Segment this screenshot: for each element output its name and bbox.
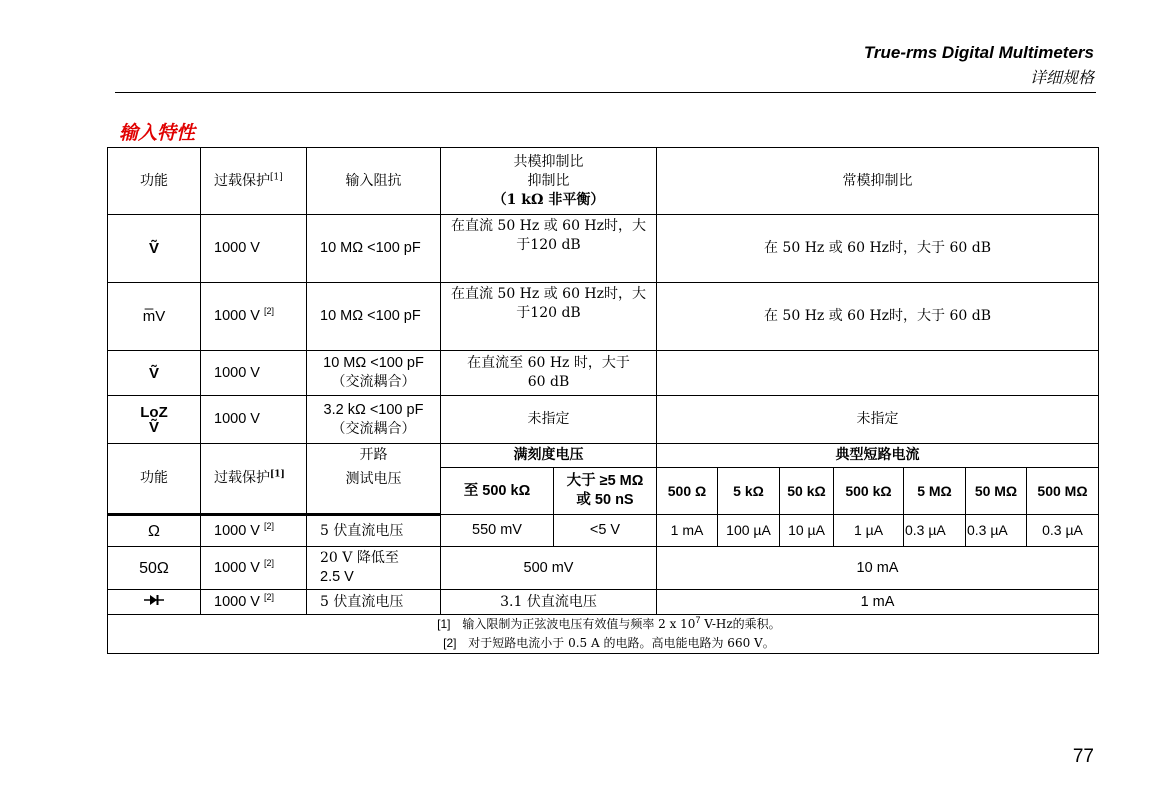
header-nmrr: 常模抑制比 [657,148,1099,215]
footnote-text: 输入限制为正弦波电压有效值与频率 2 x 10 [462,617,696,631]
header-range: 50 MΩ [966,468,1027,515]
table-row [108,351,1099,396]
table-row [108,515,1099,547]
overload-cell [201,547,307,590]
current-cell: 10 µA [780,515,834,547]
ohm-symbol: Ω [108,515,201,547]
open-voltage-cell [307,547,441,590]
header-above-5m-line2: 或 50 nS [576,492,634,508]
footnote-text-after: V-Hz的乘积。 [700,617,781,631]
header-overload-ref: [1] [270,469,285,480]
impedance-cell: 10 MΩ <100 pF [307,283,441,351]
open-voltage-cell: 5 伏直流电压 [307,590,441,615]
header-above-5m [554,468,657,515]
overload-cell [201,515,307,547]
cmrr-line2: 于120 dB [516,305,581,321]
overload-value: 1000 V [214,593,260,610]
header-cmrr-line1: 共模抑制比 [513,153,584,170]
table2-header-row [108,444,1099,468]
header-range: 500 MΩ [1027,468,1099,515]
doc-title: True-rms Digital Multimeters [863,43,1094,62]
diode-icon [108,590,201,615]
header-function: 功能 [108,148,201,215]
doc-subtitle: 详细规格 [1029,68,1094,87]
above-5m-cell: <5 V [554,515,657,547]
header-overload-label: 过载保护 [214,172,270,189]
cmrr-cell [441,215,657,283]
nmrr-cell: 在 50 Hz 或 60 Hz时，大于 60 dB [657,215,1099,283]
table-row [108,396,1099,444]
diode-symbol [144,594,164,606]
nmrr-cell [657,351,1099,396]
impedance-value: 3.2 kΩ <100 pF [323,401,424,418]
ac-volts-symbol: Ṽ [148,418,159,436]
cmrr-line2: 60 dB [527,374,570,390]
header-range: 500 Ω [657,468,718,515]
cmrr-line2: 于120 dB [516,237,581,253]
current-cell: 100 µA [718,515,780,547]
open-voltage-cell: 5 伏直流电压 [307,515,441,547]
ac-volts-symbol: Ṽ [108,351,201,396]
table-row [108,283,1099,351]
overload-ref: [2] [264,591,275,602]
input-characteristics-table [107,147,1099,654]
footnotes-row [108,615,1099,654]
overload-cell: 1000 V [201,351,307,396]
header-function: 功能 [108,444,201,515]
header-to-500k: 至 500 kΩ [441,468,554,515]
header-open-voltage [307,444,441,515]
header-overload [201,444,307,515]
fifty-ohm-symbol: 50Ω [108,547,201,590]
header-open-line2: 测试电压 [345,471,402,487]
full-scale-cell: 500 mV [441,547,657,590]
section-title: 输入特性 [119,122,196,144]
header-overload-label: 过载保护 [214,470,270,486]
cmrr-line1: 在直流 50 Hz 或 60 Hz时，大 [450,286,647,302]
impedance-cell [307,396,441,444]
header-overload-ref: [1] [270,171,283,182]
cmrr-cell [441,351,657,396]
table-row [108,547,1099,590]
overload-value: 1000 V [214,559,260,576]
header-range: 5 kΩ [718,468,780,515]
impedance-note: （交流耦合） [331,374,416,390]
overload-cell: 1000 V [201,396,307,444]
dc-millivolts-symbol: m̅V [108,283,201,351]
to-500k-cell: 550 mV [441,515,554,547]
current-cell: 0.3 µA [904,515,966,547]
loz-label: LoZ [140,403,168,421]
nmrr-cell: 未指定 [657,396,1099,444]
impedance-note: （交流耦合） [331,420,416,437]
header-range: 50 kΩ [780,468,834,515]
cmrr-line1: 在直流至 60 Hz 时，大于 [467,355,630,371]
overload-value: 1000 V [214,308,260,324]
current-cell: 10 mA [657,547,1099,590]
impedance-cell: 10 MΩ <100 pF [307,215,441,283]
header-range: 500 kΩ [834,468,904,515]
page-number: 77 [1072,746,1094,767]
overload-cell [201,590,307,615]
footnote-number: [1] [437,617,451,631]
impedance-value: 10 MΩ <100 pF [323,355,424,371]
header-cmrr-line2: 抑制比 [527,172,570,189]
overload-value: 1000 V [214,522,260,539]
overload-cell [201,215,307,283]
table-row [108,590,1099,615]
cmrr-cell [441,283,657,351]
overload-cell [201,283,307,351]
header-overload [201,148,307,215]
header-impedance: 输入阻抗 [307,148,441,215]
overload-ref: [2] [264,306,275,317]
header-open-line1: 开路 [359,447,388,463]
footnote [111,634,1095,653]
footnote-exponent: 7 [695,615,701,625]
header-short-current: 典型短路电流 [657,444,1099,468]
full-scale-cell: 3.1 伏直流电压 [441,590,657,615]
footnotes [108,615,1099,654]
footnote [111,615,1095,634]
footnote-text: 对于短路电流小于 0.5 A 的电路。高电能电路为 660 V。 [468,636,775,650]
header-cmrr-line3: （1 kΩ 非平衡） [492,191,605,208]
footnote-number: [2] [443,636,457,650]
loz-symbol [108,396,201,444]
header-above-5m-line1: 大于 ≥5 MΩ [566,473,644,489]
open-voltage-line1: 20 V 降低至 [320,550,399,566]
overload-ref: [2] [264,557,275,568]
current-cell: 0.3 µA [966,515,1027,547]
table1-header-row [108,148,1099,215]
ac-volts-symbol: Ṽ [108,215,201,283]
impedance-cell [307,351,441,396]
current-cell: 1 mA [657,590,1099,615]
header-rule [115,92,1096,93]
open-voltage-line2: 2.5 V [320,569,354,585]
cmrr-line1: 在直流 50 Hz 或 60 Hz时，大 [450,218,647,234]
overload-value: 1000 V [214,240,260,256]
header-cmrr [441,148,657,215]
table-row [108,215,1099,283]
current-cell: 1 mA [657,515,718,547]
cmrr-cell: 未指定 [441,396,657,444]
header-range: 5 MΩ [904,468,966,515]
current-cell: 0.3 µA [1027,515,1099,547]
header-full-scale: 满刻度电压 [441,444,657,468]
nmrr-cell: 在 50 Hz 或 60 Hz时，大于 60 dB [657,283,1099,351]
current-cell: 1 µA [834,515,904,547]
overload-ref: [2] [264,520,275,531]
